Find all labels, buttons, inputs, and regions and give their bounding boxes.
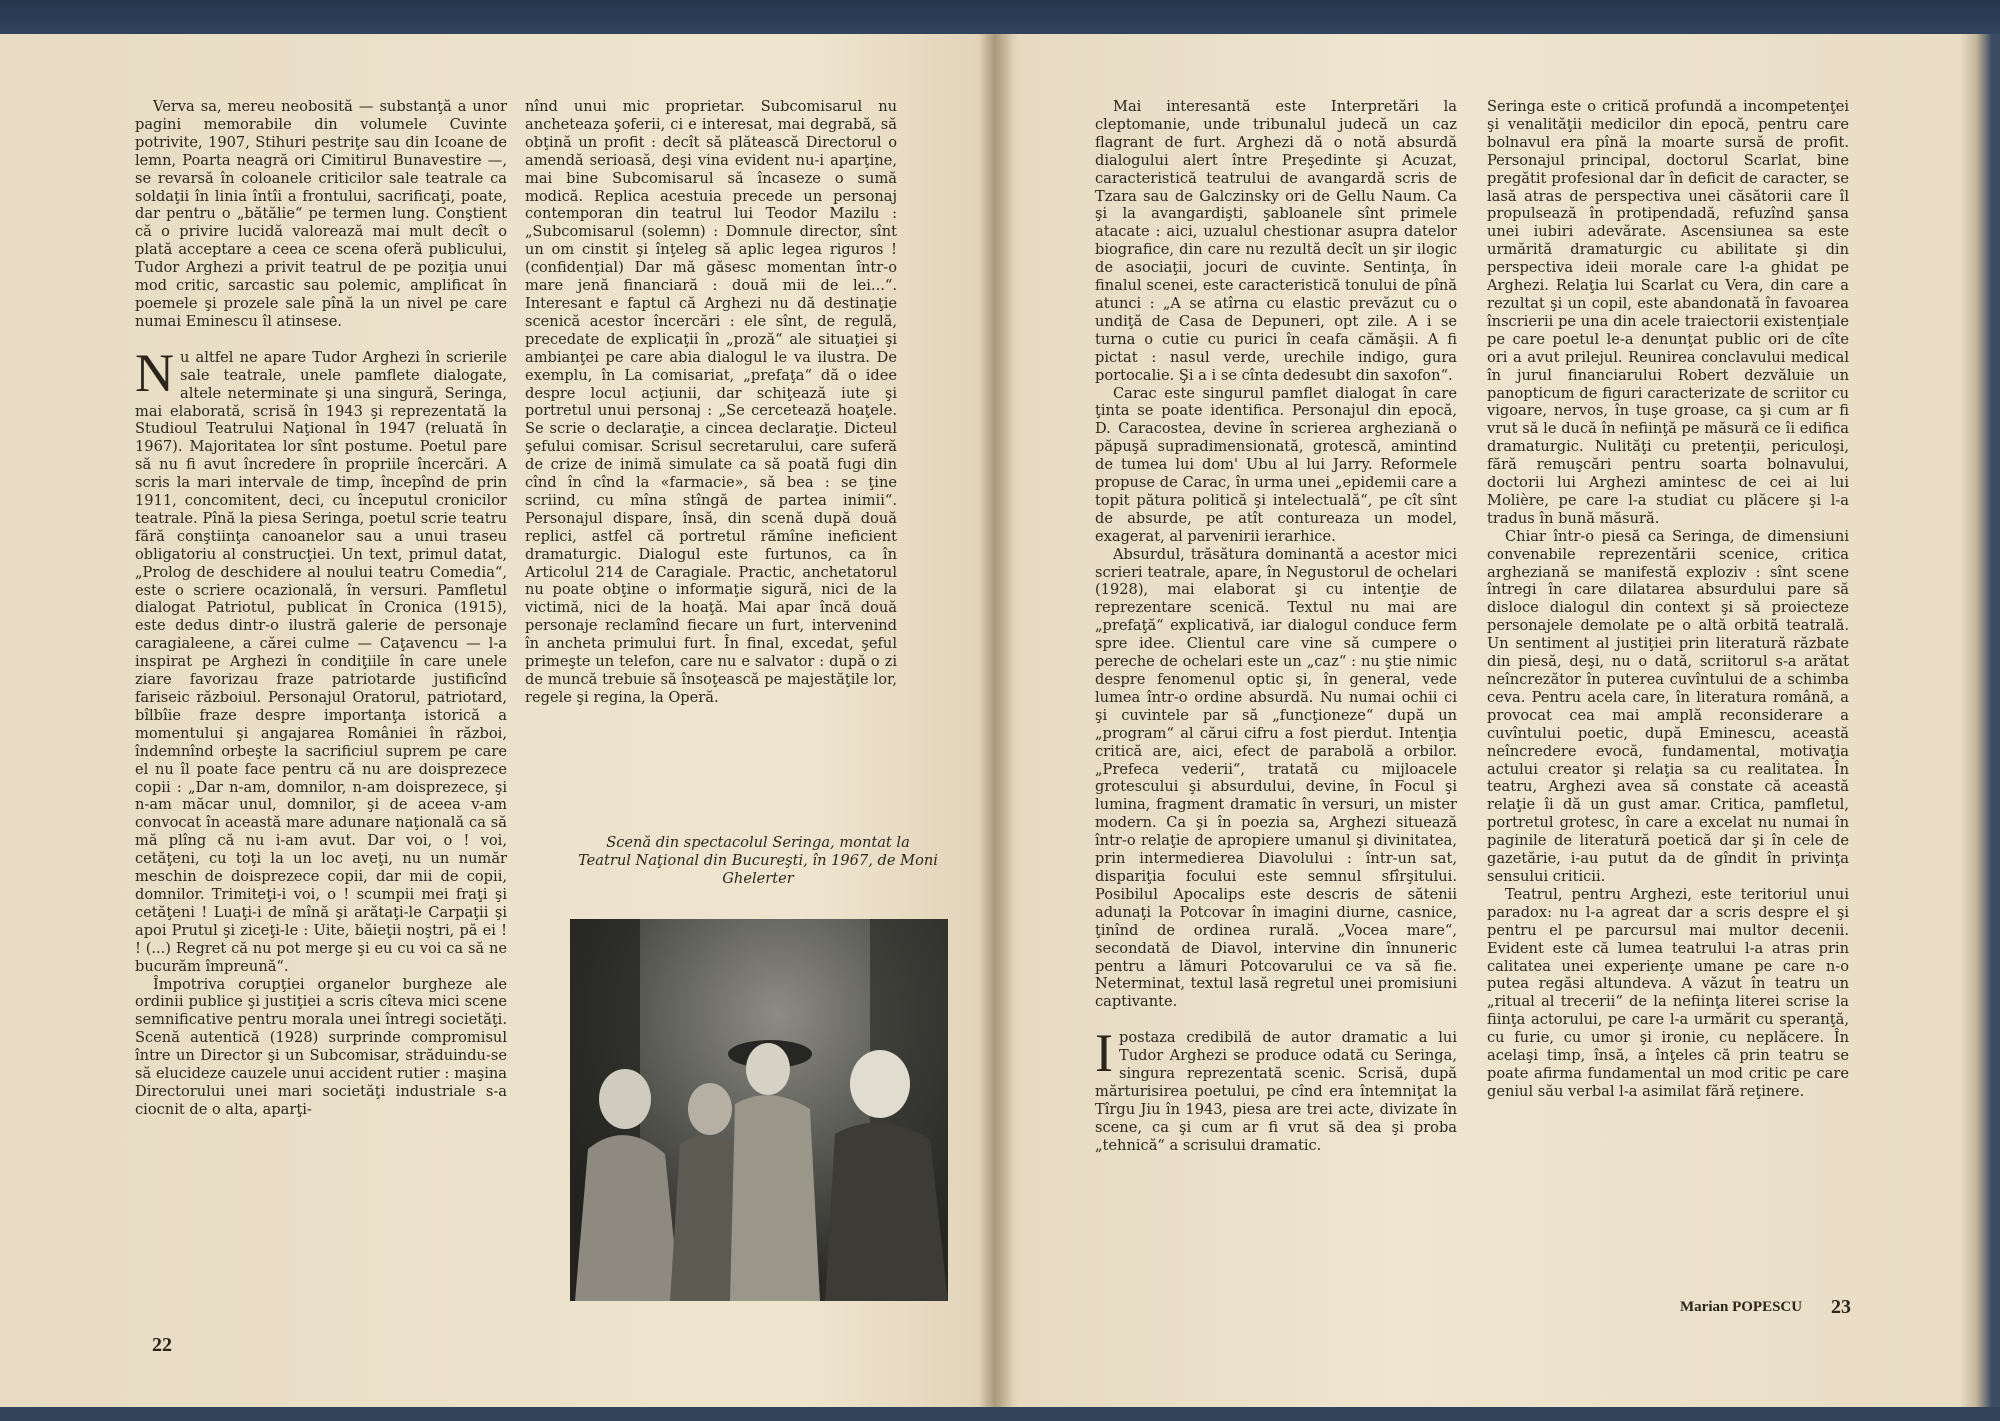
theatre-scene-photo — [570, 919, 948, 1301]
article-paragraph: Chiar într-o piesă ca Seringa, de dimensiuni convenabile reprezentării scenice, critica argheziană se manifestă exploziv : sînt scene întregi în care dilatarea absurdului pare să disloce dialogul din context şi să proiecteze personajele demolate pe o altă orbită teatrală. Un sentiment al justiţiei prin literatură răzbate din piesă, deşi, nu o dată, scriitorul s-a arătat neîncrezător în puterea cuvîntului de a schimba ceva. Pentru acela care, în literatura română, a provocat cea mai amplă reconsiderare a cuvîntului poetic, după Eminescu, această neîncredere evocă, fundamental, motivaţia actului creator şi relaţia sa cu realitatea. În teatru, Arghezi avea să constate că această relaţie îi dă un gust amar. Critica, pamfletul, portretul grotesc, în care a excelat nu numai în paginile de literatură poetică dar şi în cele de gazetărie, i-au putut da de gîndit în privinţa sensului criticii. — [1487, 527, 1849, 885]
left-column-2 — [525, 98, 897, 707]
article-paragraph-text: u altfel ne apare Tudor Arghezi în scrierile sale teatrale, unele pamflete dialogate, altele neterminate şi una singură, Seringa, mai elaborată, scrisă în 1943 şi reprezentată la Studioul Teatrului Naţional în 1947 (reluată în 1967). Majoritatea lor sînt postume. Poetul pare să nu fi avut încredere în propriile încercări. A scris la mari intervale de timp, începînd de prin 1911, concomitent, deci, cu începutul cronicilor teatrale. Pînă la piesa Seringa, poetul scrie teatru fără conştiinţa canoanelor sau a unui traseu obligatoriu al construcţiei. Un text, primul datat, „Prolog de deschidere al noului teatru Comedia“, este o scriere ocazională, în versuri. Pamfletul dialogat Patriotul, publicat în Cronica (1915), este dedus dintr-o ilustră galerie de personaje caragialeene, a cărei culme — Caţavencu — l-a inspirat pe Arghezi în condiţiile în care unele ziare favorizau fraze patriotarde justificînd fariseic războiul. Personajul Oratorul, patriotard, bîlbîie fraze despre importanţa istorică a momentului şi angajarea României în război, îndemnînd orbeşte la sacrificiul suprem pe care el nu îl poate face pentru că nu are doisprezece copii : „Dar n-am, domnilor, n-am doisprezece, şi n-am măcar unul, domnilor, şi de aceea v-am convocat în această mare adunare naţională ca să mă plîng că nu i-am avut. Dar voi, o ! voi, cetăţeni, cu toţi la un loc aveţi, nu un număr meschin de doisprezece copii, dar mii de copii, domnilor. Trimiteţi-i voi, o ! scumpii mei fraţi şi cetăţeni ! Luaţi-i de mînă şi arătaţi-le Carpaţii şi apoi Prutul şi ziceţi-le : Uite, băieţii noştri, pă ei ! ! (...) Regret că nu pot merge şi eu cu voi ca să ne bucurăm împreună“. — [135, 348, 507, 975]
book-gutter — [978, 34, 1014, 1421]
open-magazine-spread — [0, 34, 2000, 1421]
right-page — [995, 34, 2000, 1421]
article-paragraph: Absurdul, trăsătura dominantă a acestor mici scrieri teatrale, apare, în Negustorul de ochelari (1928), mai elaborat şi cu intenţie de reprezentare scenică. Textul nu mai are „prefaţă“ explicativă, iar dialogul conduce ferm spre idee. Clientul care vine să cumpere o pereche de ochelari este un „caz“ : nu ştie nimic despre fenomenul optic şi, în general, vede lumea într-o ordine absurdă. Nu numai ochii ci şi cuvintele par să „funcţioneze“ după un „program“ al cărui cifru a fost pierdut. Intenţia critică are, aici, efect de parabolă a orbilor. „Prefeca vederii“, tratată cu mijloacele grotescului şi absurdului, devine, în Focul şi lumina, fragment dramatic în versuri, un mister modern. Ca şi în poezia sa, Arghezi situează într-o relaţie de apropiere umanul şi divinitatea, prin intermedierea Diavolului : într-un sat, dispariţia focului este semnul sfîrşitului. Posibilul Apocalips este descris de sătenii adunaţi la Potcovar în imagini diurne, casnice, ţinînd de ordinea rurală. „Vocea mare“, secondată de Diavol, intervine din înnuneric pentru a lămuri Potcovarului ce va să fie. Neterminat, textul lasă regretul unei promisiuni captivante. — [1095, 545, 1457, 1011]
article-paragraph: Verva sa, mereu neobosită — substanţă a unor pagini memorabile din volumele Cuvinte potrivite, 1907, Stihuri pestriţe sau din Icoane de lemn, Poarta neagră ori Cimitirul Bunavestire —, se revarsă în coloanele criticilor sale teatrale ca soldaţii în linia întîi a frontului, sacrificaţi, poate, dar pentru o „bătălie“ pe termen lung. Conştient că o privire lucidă valorează mai mult decît o plată acceptare a ceea ce scena oferă publicului, Tudor Arghezi a privit teatrul de pe poziţia unui mod critic, sarcastic sau polemic, amplificat în poemele şi prozele sale pînă la un nivel pe care numai Eminescu îl atinsese. — [135, 98, 507, 330]
article-paragraph — [1095, 1023, 1457, 1154]
left-page — [0, 34, 995, 1421]
drop-cap-letter: I — [1095, 1023, 1113, 1084]
book-cover-bottom — [0, 1407, 2000, 1421]
article-paragraph: nînd unui mic proprietar. Subcomisarul nu ancheteaza şoferii, ci e interesat, mai degrabă, să obţină un profit : decît să plătească Directorul o amendă serioasă, deşi vina evident nu-i aparţine, mai bine Subcomisarul să încaseze o sumă modică. Replica acestuia precede un personaj contemporan din teatrul lui Teodor Mazilu : „Subcomisarul (solemn) : Domnule director, sînt un om cinstit şi înţeleg să aplic legea riguros ! (confidenţial) Dar mă găsesc momentan într-o mare jenă financiară : două mii de lei...“. Interesant e faptul că Arghezi nu dă destinaţie scenică acestor încercări : ele sînt, de regulă, precedate de explicaţii în „proză“ ale situaţiei şi ambianţei pe care abia dialogul le va ilustra. De exemplu, în La comisariat, „prefaţa“ dă o idee despre locul acţiunii, dar schiţează iute şi portretul unui personaj : „Se cercetează hoaţele. Se scrie o declaraţie, a cincea declaraţie. Dicteul şefului comisar. Scrisul secretarului, care suferă de crize de inimă simulate ca să poată fugi din cînd în cînd la «farmacie», să bea : se ţine scriind, cu mîna stîngă de partea inimii“. Personajul dispare, însă, din scenă după două replici, astfel că portretul rămîne ineficient dramaturgic. Dialogul este furtunos, ca în Articolul 214 de Caragiale. Practic, anchetatorul nu poate obţine o informaţie sigură, nici de la victimă, nici de la hoaţă. Mai apar încă două personaje reclamînd fiecare un furt, intervenind în ancheta primului furt. În final, excedat, şeful primeşte un telefon, care nu e salvator : după o zi de muncă trebuie să însoţească pe majestăţile lor, regele şi regina, la Operă. — [525, 98, 897, 706]
drop-cap-letter: N — [135, 342, 174, 403]
article-paragraph: Împotriva corupţiei organelor burgheze ale ordinii publice şi justiţiei a scris cîteva mici scene semnificative pentru morala unei întregi societăţi. Scenă autentică (1928) surprinde compromisul între un Director şi un Subcomisar, străduindu-se să elucideze cauzele unui accident rutier : maşina Directorului unei mari societăţi industriale s-a ciocnit de o alta, aparţi- — [135, 975, 507, 1118]
article-paragraph: Mai interesantă este Interpretări la cleptomanie, unde tribunalul judecă un caz flagrant de furt. Arghezi dă o notă absurdă dialogului alert între Preşedinte şi Acuzat, caracteristică teatrului de avangardă scris de Tzara sau de Galczinsky ori de Gellu Naum. Ca şi la avangardişti, şabloanele sînt primele atacate : aici, uzualul chestionar asupra datelor biografice, din care nu rezultă decît un şir ilogic de asociaţii, jocuri de cuvinte. Sentinţa, în finalul scenei, este caracteristică tonului de pînă atunci : „A se atîrna cu elastic prevăzut cu o undiţă de Casa de Depuneri, opt zile. A i se turna o cutie cu purici în ceafa cămăşii. A fi pictat : nasul verde, urechile indigo, gura portocalie. Şi a i se cînta dedesubt din saxofon“. — [1095, 98, 1457, 384]
page-number: 22 — [152, 1334, 172, 1356]
right-column-2 — [1487, 98, 1849, 1101]
article-paragraph-text: postaza credibilă de autor dramatic a lui Tudor Arghezi se produce odată cu Seringa, singura reprezentată scenic. Scrisă, după mărturisirea poetului, pe cînd era întemniţat la Tîrgu Jiu în 1943, piesa are trei acte, divizate în scene, ca şi cum ar fi vrut să dea şi proba „tehnică“ a scrisului dramatic. — [1095, 1029, 1457, 1154]
page-number: 23 — [1831, 1296, 1851, 1318]
photo-illustration — [570, 919, 948, 1301]
author-signature: Marian POPESCU — [1680, 1299, 1803, 1315]
book-edge — [1960, 34, 2000, 1421]
right-column-1 — [1095, 98, 1457, 1155]
article-paragraph: Teatrul, pentru Arghezi, este teritoriul unui paradox: nu l-a agreat dar a scris despre el şi pentru el pe parcursul mai multor decenii. Evident este că lumea teatrului l-a atras prin calitatea unei experienţe umane pe care n-o putea regăsi altundeva. A văzut în teatru un „ritual al trecerii“ de la nefiinţa literei scrise la fiinţa actorului, pe care l-a urmărit cu speranţă, cu furie, cu umor şi ironie, cu neplăcere. În acelaşi timp, însă, a înţeles că prin teatru se poate afirma fundamental un mod critic pe care geniul său verbal l-a asimilat fără reţinere. — [1487, 885, 1849, 1100]
photo-caption: Scenă din spectacolul Seringa, montat la Teatrul Naţional din Bucureşti, în 1967, de Moni Ghelerter — [578, 834, 938, 887]
article-paragraph — [135, 342, 507, 976]
left-column-1 — [135, 98, 507, 1119]
article-paragraph: Seringa este o critică profundă a incompetenţei şi venalităţii medicilor din epocă, pentru care bolnavul era pînă la moarte sursă de profit. Personajul principal, doctorul Scarlat, bine pregătit profesional dar în deficit de caracter, se lasă atras de perspectiva unei căsătorii care îl propulsează în protipendadă, refuzînd şansa unei iubiri adevărate. Ascensiunea sa este urmărită dramaturgic cu abilitate şi din perspectiva ideii morale care l-a ghidat pe Arghezi. Relaţia lui Scarlat cu Vera, din care a rezultat şi un copil, este abandonată în favoarea înscrierii pe una din acele traiectorii existenţiale pe care poetul le-a denunţat public ori de cîte ori a avut prilejul. Reunirea conclavului medical în jurul financiarului Robert dezvăluie un panopticum de figuri caracterizate de scriitor cu vigoare, nervos, în tuşe groase, ca şi cum ar fi vrut să le ducă în nefiinţă pe măsură ce îi edifica dramaturgic. Nulităţi cu pretenţii, periculoşi, fără remuşcări pentru soarta bolnavului, doctorii lui Arghezi amintesc de cei ai lui Molière, pe care l-a studiat cu plăcere şi l-a tradus în bună măsură. — [1487, 98, 1849, 527]
article-paragraph: Carac este singurul pamflet dialogat în care ţinta se poate identifica. Personajul din epocă, D. Caracostea, devine în scrierea argheziană o păpuşă supradimensionată, grotescă, amintind de tumea lui dom' Ubu al lui Jarry. Reformele propuse de Carac, în urma unei „epidemii care a topit pătura politică şi intelectuală“, pe cît sînt de absurde, pe atît contureaza un model, exagerat, al parvenirii ierarhice. — [1095, 384, 1457, 545]
